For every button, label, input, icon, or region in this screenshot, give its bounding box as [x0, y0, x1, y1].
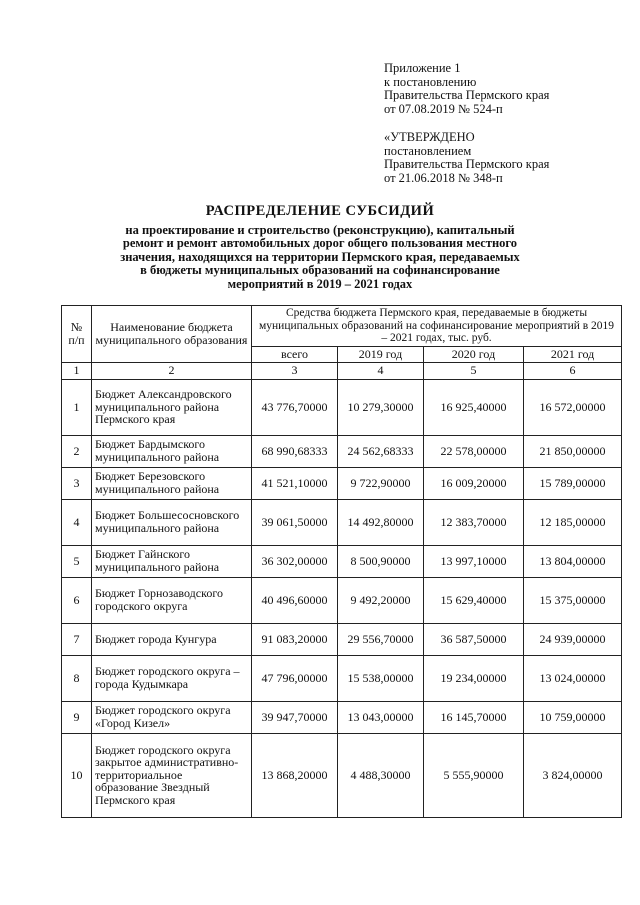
amount-2021: 15 375,00000 [524, 577, 622, 623]
amount-2021: 16 572,00000 [524, 379, 622, 435]
header-num: № п/п [62, 306, 92, 363]
header-name: Наименование бюджета муниципального образования [92, 306, 252, 363]
amount-2020: 15 629,40000 [424, 577, 524, 623]
amount-2020: 36 587,50000 [424, 623, 524, 655]
amount-total: 39 947,70000 [252, 701, 338, 733]
table-row [62, 435, 622, 467]
header-2020: 2020 год [424, 346, 524, 362]
amount-2021: 24 939,00000 [524, 623, 622, 655]
budget-name: Бюджет Гайнского муниципального района [92, 545, 252, 577]
amount-2019: 10 279,30000 [338, 379, 424, 435]
amount-2019: 29 556,70000 [338, 623, 424, 655]
row-number: 1 [62, 379, 92, 435]
column-number: 6 [524, 362, 622, 379]
row-number: 7 [62, 623, 92, 655]
header-2019: 2019 год [338, 346, 424, 362]
budget-name: Бюджет Горнозаводского городского округа [92, 577, 252, 623]
amount-2019: 9 722,90000 [338, 467, 424, 499]
table-row [62, 733, 622, 817]
table-row [62, 701, 622, 733]
table-row [62, 655, 622, 701]
amount-total: 39 061,50000 [252, 499, 338, 545]
header-total: всего [252, 346, 338, 362]
amount-2021: 21 850,00000 [524, 435, 622, 467]
amount-2020: 19 234,00000 [424, 655, 524, 701]
column-numbers-row [62, 362, 622, 379]
table-row [62, 499, 622, 545]
amount-2021: 13 804,00000 [524, 545, 622, 577]
amount-total: 43 776,70000 [252, 379, 338, 435]
amount-total: 13 868,20000 [252, 733, 338, 817]
row-number: 9 [62, 701, 92, 733]
amount-2021: 10 759,00000 [524, 701, 622, 733]
amount-2019: 14 492,80000 [338, 499, 424, 545]
annex-block [384, 62, 624, 116]
approved-line: «УТВЕРЖДЕНО [384, 130, 475, 144]
amount-2020: 16 009,20000 [424, 467, 524, 499]
subtitle-line: в бюджеты муниципальных образований на софинансирование [140, 263, 500, 278]
annex-line: Правительства Пермского края [384, 88, 550, 103]
amount-2021: 3 824,00000 [524, 733, 622, 817]
row-number: 2 [62, 435, 92, 467]
budget-name: Бюджет города Кунгура [92, 623, 252, 655]
amount-total: 40 496,60000 [252, 577, 338, 623]
amount-2020: 16 145,70000 [424, 701, 524, 733]
amount-2019: 8 500,90000 [338, 545, 424, 577]
amount-2020: 22 578,00000 [424, 435, 524, 467]
subtitle-line: мероприятий в 2019 – 2021 годах [227, 276, 413, 291]
table-body [62, 362, 622, 817]
document-subtitle [80, 224, 560, 291]
subsidy-table [61, 305, 622, 818]
amount-2021: 15 789,00000 [524, 467, 622, 499]
amount-total: 41 521,10000 [252, 467, 338, 499]
budget-name: Бюджет Березовского муниципального района [92, 467, 252, 499]
amount-2020: 13 997,10000 [424, 545, 524, 577]
approved-line: постановлением [384, 143, 472, 158]
annex-line: от 07.08.2019 № 524-п [384, 101, 503, 116]
column-number: 4 [338, 362, 424, 379]
amount-2021: 13 024,00000 [524, 655, 622, 701]
annex-line: Приложение 1 [384, 61, 461, 75]
subtitle-line: значения, находящихся на территории Пермского края, передаваемых [120, 249, 520, 264]
budget-name: Бюджет Бардымского муниципального района [92, 435, 252, 467]
amount-2020: 12 383,70000 [424, 499, 524, 545]
amount-total: 91 083,20000 [252, 623, 338, 655]
row-number: 6 [62, 577, 92, 623]
amount-2020: 5 555,90000 [424, 733, 524, 817]
table-header-row [62, 306, 622, 347]
table-row [62, 467, 622, 499]
row-number: 5 [62, 545, 92, 577]
budget-name: Бюджет Александровского муниципального района Пермского края [92, 379, 252, 435]
table-row [62, 577, 622, 623]
amount-2020: 16 925,40000 [424, 379, 524, 435]
approved-line: от 21.06.2018 № 348-п [384, 170, 503, 185]
header-2021: 2021 год [524, 346, 622, 362]
table-row [62, 545, 622, 577]
annex-line: к постановлению [384, 74, 477, 89]
amount-total: 47 796,00000 [252, 655, 338, 701]
row-number: 4 [62, 499, 92, 545]
approved-block [384, 131, 624, 185]
amount-total: 36 302,00000 [252, 545, 338, 577]
amount-2019: 13 043,00000 [338, 701, 424, 733]
amount-2019: 24 562,68333 [338, 435, 424, 467]
amount-2021: 12 185,00000 [524, 499, 622, 545]
header-funds: Средства бюджета Пермского края, передаваемые в бюджеты муниципальных образований на софинансирование мероприятий в 2019 – 2021 годах, тыс. руб. [252, 306, 622, 347]
amount-2019: 4 488,30000 [338, 733, 424, 817]
column-number: 5 [424, 362, 524, 379]
budget-name: Бюджет городского округа «Город Кизел» [92, 701, 252, 733]
budget-name: Бюджет городского округа – города Кудымкара [92, 655, 252, 701]
amount-2019: 15 538,00000 [338, 655, 424, 701]
row-number: 3 [62, 467, 92, 499]
amount-total: 68 990,68333 [252, 435, 338, 467]
row-number: 10 [62, 733, 92, 817]
document-title: РАСПРЕДЕЛЕНИЕ СУБСИДИЙ [205, 203, 435, 219]
row-number: 8 [62, 655, 92, 701]
table-row [62, 623, 622, 655]
column-number: 3 [252, 362, 338, 379]
column-number: 1 [62, 362, 92, 379]
table-row [62, 379, 622, 435]
budget-name: Бюджет городского округа закрытое административно-территориальное образование Звездный Пермского края [92, 733, 252, 817]
subtitle-line: ремонт и ремонт автомобильных дорог общего пользования местного [122, 236, 518, 251]
column-number: 2 [92, 362, 252, 379]
approved-line: Правительства Пермского края [384, 157, 550, 172]
amount-2019: 9 492,20000 [338, 577, 424, 623]
subtitle-line: на проектирование и строительство (реконструкцию), капитальный [125, 223, 515, 237]
budget-name: Бюджет Большесосновского муниципального района [92, 499, 252, 545]
